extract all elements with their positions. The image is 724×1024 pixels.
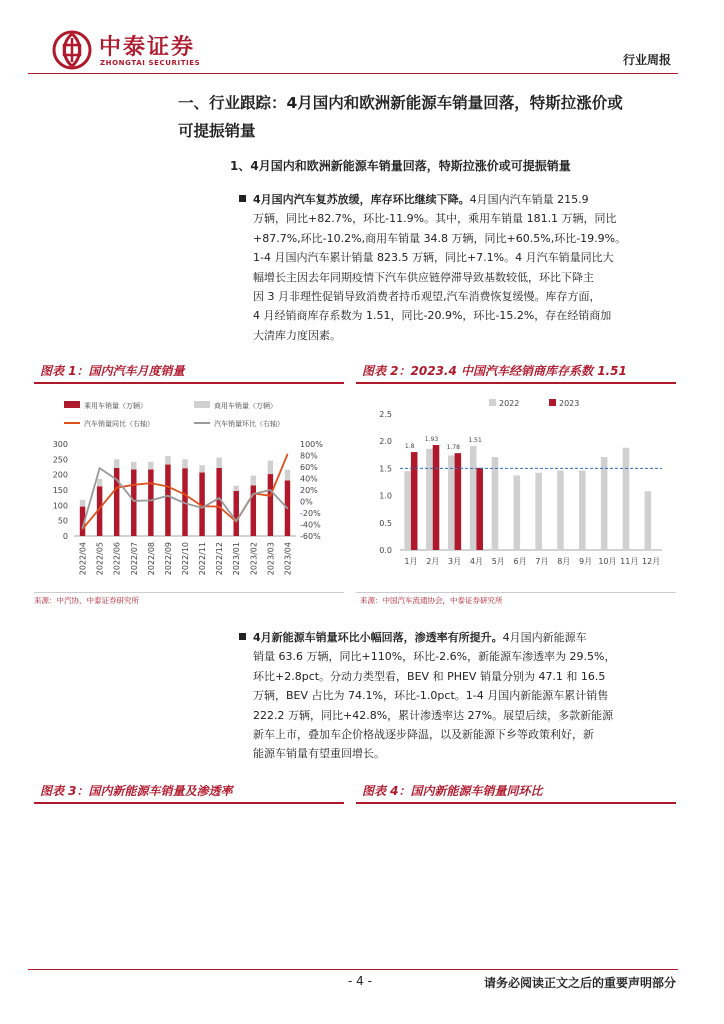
legend-label-commercial: 商用车销量（万辆） [214,402,277,410]
point-mom [201,507,203,509]
paragraph-nev-sales [253,628,675,764]
y2-tick-label: -60% [300,532,321,541]
header-divider [28,73,678,74]
x-tick-label: 2月 [426,557,440,566]
point-yoy [99,508,101,510]
y-tick-label: 200 [52,470,68,480]
fig1-source: 来源：中汽协、中泰证券研究所 [34,596,139,605]
x-tick-label: 3月 [448,557,462,566]
para1-line3: +87.7%,环比-10.2%,商用车销量 34.8 万辆，同比+60.5%,环比-19.9%。 [253,231,627,245]
bar-commercial [216,457,221,467]
y2-tick-label: 100% [300,440,323,449]
y-tick-label: 1.0 [379,491,392,501]
legend-swatch-passenger [64,401,80,408]
point-mom [253,493,255,495]
section-title-line2: 可提振销量 [178,122,256,140]
para2-line1: 4月国内新能源车 [502,631,587,644]
report-type: 行业周报 [622,53,671,67]
y-tick-label: 150 [52,486,68,495]
para1-line1: 4月国内汽车销量 215.9 [469,193,589,206]
y-tick-label: 2.5 [379,410,392,419]
bar-2022 [623,448,630,550]
y-tick-label: 0 [62,532,68,541]
point-yoy [133,484,135,486]
fig2-title: 图表 2：2023.4 中国汽车经销商库存系数 1.51 [362,364,627,378]
fig1-chart [34,386,344,592]
para2-line6: 新车上市，叠加车企价格战逐步降温，以及新能源下乡等政策利好，新 [253,728,594,742]
x-tick-label: 2022/04 [78,542,88,576]
bar-2022 [601,457,608,550]
fig3-title: 图表 3：国内新能源车销量及渗透率 [40,784,233,798]
point-mom [82,527,84,529]
y-tick-label: 100 [52,501,68,511]
bar-2022 [492,457,499,550]
point-mom [99,467,101,469]
para1-line5: 幅增长主因去年同期疫情下汽车供应链停滞导致基数较低，环比下降主 [253,270,594,284]
bar-commercial [199,465,204,472]
x-tick-label: 10月 [598,557,617,566]
x-tick-label: 9月 [579,557,593,566]
bullet-icon [239,633,246,640]
fig1-title: 图表 1：国内汽车月度销量 [40,364,185,378]
para1-line4: 1-4 月国内汽车累计销量 823.5 万辆，同比+7.1%。4 月汽车销量同比大 [253,251,614,265]
x-tick-label: 2023/04 [283,542,293,576]
fig2-chart [356,386,676,592]
bullet-icon [239,195,246,202]
fig3-title-rule [34,802,344,804]
y-tick-label: 50 [57,516,68,526]
bar-commercial [97,479,102,486]
bar-passenger [233,491,238,536]
para1-line7: 4 月经销商库存系数为 1.51，同比-20.9%，环比-15.2%，存在经销商加 [253,309,612,323]
legend-label-yoy: 汽车销量同比（右轴） [84,420,154,428]
bar-2022 [404,471,411,550]
point-yoy [270,495,272,497]
x-tick-label: 2023/02 [249,542,259,576]
fig4-title-rule [356,802,676,804]
y2-tick-label: 60% [300,463,318,472]
y-tick-label: 0.5 [379,518,392,528]
y2-tick-label: -20% [300,509,321,518]
point-yoy [287,454,289,456]
x-tick-label: 2022/07 [129,542,139,576]
para2-line7: 能源车销量有望重回增长。 [253,747,385,761]
y-tick-label: 300 [52,440,68,449]
x-tick-label: 11月 [620,557,639,566]
bar-commercial [268,461,273,474]
point-mom [235,520,237,522]
x-tick-label: 2022/09 [163,542,173,576]
bar-2022 [514,475,521,550]
point-yoy [116,487,118,489]
para1-lead: 4月国内汽车复苏放缓，库存环比继续下降。 [253,193,470,206]
bar-2022 [470,446,477,550]
logo-text-cn: 中泰证券 [99,35,196,60]
y-tick-label: 2.0 [379,437,392,447]
footer-disclaimer: 请务必阅读正文之后的重要声明部分 [483,976,676,990]
para2-line4: 万辆，BEV 占比为 74.1%，环比-1.0pct。1-4 月国内新能源车累计销售 [253,689,609,703]
x-tick-label: 2022/06 [112,542,122,576]
point-mom [287,508,289,510]
paragraph-auto-sales [253,190,675,345]
x-tick-label: 6月 [513,557,527,566]
para1-line8: 大清库力度因素。 [253,328,341,342]
bar-commercial [233,486,238,491]
para2-line3: 环比+2.8pct。分动力类型看，BEV 和 PHEV 销量分别为 47.1 和 16.5 [253,669,606,683]
zhongtai-logo-icon [52,30,92,70]
bar-2022 [535,473,542,550]
para1-line6: 因 3 月非理性促销导致消费者持币观望,汽车消费恢复缓慢。库存方面， [253,290,601,304]
bar-commercial [182,459,187,468]
point-mom [270,489,272,491]
bar-commercial [114,459,119,468]
y-tick-label: 0.0 [379,546,392,555]
legend-label-2022: 2022 [499,399,520,408]
point-mom [184,502,186,504]
point-mom [133,500,135,502]
point-yoy [184,494,186,496]
legend-label-passenger: 乘用车销量（万辆） [84,402,147,410]
y2-tick-label: 0% [300,497,313,507]
legend-swatch-commercial [194,401,210,408]
bar-2023 [455,453,462,550]
data-label-2023: 1.93 [424,436,439,444]
section-subtitle: 1、4月国内和欧洲新能源车销量回落，特斯拉涨价或可提振销量 [230,159,571,173]
point-mom [116,479,118,481]
x-tick-label: 5月 [491,557,505,566]
x-tick-label: 2022/08 [146,542,156,576]
x-tick-label: 2022/12 [215,542,225,576]
bar-commercial [148,462,153,470]
bar-commercial [285,470,290,481]
bar-2023 [433,445,440,550]
legend-swatch-2023 [549,399,556,406]
bar-2023 [411,452,418,550]
data-label-2023: 1.8 [404,443,415,451]
legend-label-2023: 2023 [559,399,580,408]
bar-passenger [165,465,170,536]
bar-2022 [426,449,433,550]
y2-tick-label: 20% [300,486,318,495]
y2-tick-label: -40% [300,520,321,530]
bar-2022 [645,491,652,550]
fig2-title-rule [356,382,676,384]
bar-commercial [165,456,170,465]
bar-2022 [448,455,455,550]
bar-2022 [579,471,586,550]
y-tick-label: 250 [52,455,68,465]
page-header [0,0,724,78]
page-number: - 4 - [348,974,372,988]
bar-2022 [557,471,564,550]
legend-swatch-2022 [489,399,496,406]
point-mom [167,495,169,497]
section-title-line1: 一、行业跟踪：4月国内和欧洲新能源车销量回落，特斯拉涨价或 [178,94,623,112]
x-tick-label: 2023/01 [232,542,242,576]
point-yoy [167,486,169,488]
x-tick-label: 1月 [404,557,418,566]
x-tick-label: 2023/03 [266,542,276,576]
x-tick-label: 4月 [469,557,483,566]
logo-text-en: ZHONGTAI SECURITIES [100,59,201,67]
fig1-title-rule [34,382,344,384]
fig1-source-rule [34,592,344,593]
fig4-title: 图表 4：国内新能源车销量同环比 [362,784,543,798]
point-mom [218,497,220,499]
data-label-2023: 1.78 [446,444,460,452]
x-tick-label: 2022/05 [95,542,105,576]
fig2-source: 来源：中国汽车流通协会，中泰证券研究所 [360,596,503,605]
y2-tick-label: 80% [300,451,318,461]
bar-commercial [251,476,256,486]
para2-line5: 222.2 万辆，同比+42.8%，累计渗透率达 27%。展望后续，多款新能源 [253,708,614,722]
para1-line2: 万辆，同比+82.7%，环比-11.9%。其中，乘用车销量 181.1 万辆，同比 [253,212,617,226]
bar-2023 [476,468,483,550]
x-tick-label: 7月 [535,557,549,566]
footer-divider [28,969,678,970]
y-tick-label: 1.5 [379,464,392,474]
bar-passenger [131,469,136,536]
x-tick-label: 2022/10 [181,542,190,576]
x-tick-label: 12月 [641,557,661,566]
bar-commercial [80,500,85,507]
para2-line2: 销量 63.6 万辆，同比+110%，环比-2.6%，新能源车渗透率为 29.5%， [253,650,616,664]
data-label-2023: 1.51 [468,437,482,445]
x-tick-label: 2022/11 [198,542,208,576]
para2-lead: 4月新能源车销量环比小幅回落，渗透率有所提升。 [253,631,503,644]
fig2-source-rule [356,592,676,593]
y2-tick-label: 40% [300,474,318,484]
point-mom [150,500,152,502]
legend-label-mom: 汽车销量环比（右轴） [214,420,284,428]
bar-passenger [148,469,153,536]
x-tick-label: 8月 [557,557,571,566]
point-yoy [150,482,152,484]
bar-passenger [268,474,273,536]
point-yoy [218,506,220,508]
bar-commercial [131,462,136,470]
